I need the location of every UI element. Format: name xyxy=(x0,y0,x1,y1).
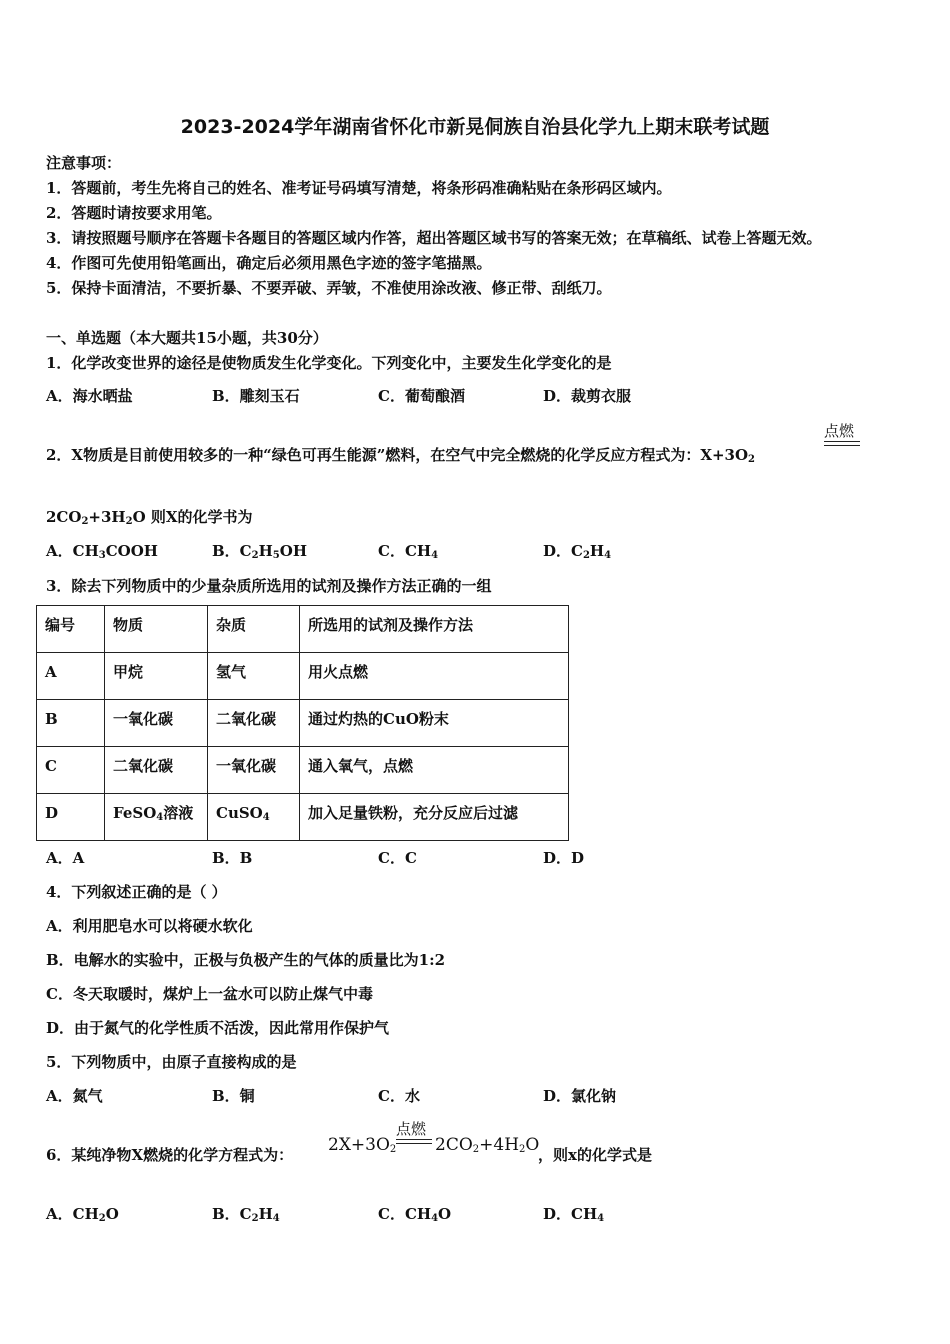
q3-option-d: D．D xyxy=(543,849,585,867)
q4-option-d: D．由于氮气的化学性质不活泼，因此常用作保护气 xyxy=(46,1019,390,1037)
table-cell: 用火点燃 xyxy=(300,653,569,700)
q1-option-a: A．海水晒盐 xyxy=(46,387,133,405)
q2-option-b: B．$C_2H_5OH$ xyxy=(212,542,307,561)
table-cell: D xyxy=(37,794,105,841)
q4-option-a: A．利用肥皂水可以将硬水软化 xyxy=(46,917,253,935)
q4-option-c: C．冬天取暖时，煤炉上一盆水可以防止煤气中毒 xyxy=(46,985,373,1003)
q6-option-a: A．$CH_2O$ xyxy=(46,1205,119,1224)
q1-option-d: D．裁剪衣服 xyxy=(543,387,632,405)
q3-option-a: A．A xyxy=(46,849,85,867)
table-cell: FeSO$_4$溶液 xyxy=(105,794,208,841)
q4-stem: 4．下列叙述正确的是（ ） xyxy=(46,883,227,901)
q3-option-c: C．C xyxy=(378,849,417,867)
q6-equation-right: $2CO_2+4H_2O$ xyxy=(435,1135,540,1155)
notice-item: 2．答题时请按要求用笔。 xyxy=(46,204,222,222)
notice-item: 4．作图可先使用铅笔画出，确定后必须用黑色字迹的签字笔描黑。 xyxy=(46,254,492,272)
q3-table xyxy=(36,605,569,841)
q2-reaction-condition: 点燃 xyxy=(824,422,855,440)
q2-stem-continued: $2CO_2+3H_2O$ 则X的化学书为 xyxy=(46,508,253,527)
section-heading: 一、单选题（本大题共15小题，共30分） xyxy=(46,329,328,347)
notice-item: 5．保持卡面清洁，不要折暴、不要弄破、弄皱，不准使用涂改液、修正带、刮纸刀。 xyxy=(46,279,612,297)
q1-option-b: B．雕刻玉石 xyxy=(212,387,300,405)
table-row xyxy=(37,653,569,700)
table-row xyxy=(37,794,569,841)
q5-option-b: B．铜 xyxy=(212,1087,255,1105)
table-cell: 通过灼热的CuO粉末 xyxy=(300,700,569,747)
table-cell: 一氧化碳 xyxy=(208,747,300,794)
table-header-cell: 所选用的试剂及操作方法 xyxy=(300,606,569,653)
q6-equals-sign xyxy=(396,1139,432,1144)
q5-option-c: C．水 xyxy=(378,1087,420,1105)
table-header-row xyxy=(37,606,569,653)
q5-option-a: A．氮气 xyxy=(46,1087,103,1105)
q6-stem-lead: 6．某纯净物X燃烧的化学方程式为： xyxy=(46,1146,294,1164)
q5-stem: 5．下列物质中，由原子直接构成的是 xyxy=(46,1053,297,1071)
q6-option-c: C．$CH_4O$ xyxy=(378,1205,452,1224)
q2-option-d: D．$C_2H_4$ xyxy=(543,542,612,561)
table-cell: 氢气 xyxy=(208,653,300,700)
notice-heading: 注意事项： xyxy=(46,154,122,172)
q2-option-c: C．$CH_4$ xyxy=(378,542,439,561)
q5-option-d: D．氯化钠 xyxy=(543,1087,617,1105)
table-cell: 甲烷 xyxy=(105,653,208,700)
q6-option-b: B．$C_2H_4$ xyxy=(212,1205,280,1224)
table-cell: CuSO$_4$ xyxy=(208,794,300,841)
q1-stem: 1．化学改变世界的途径是使物质发生化学变化。下列变化中，主要发生化学变化的是 xyxy=(46,354,612,372)
table-header-cell: 杂质 xyxy=(208,606,300,653)
q3-stem: 3．除去下列物质中的少量杂质所选用的试剂及操作方法正确的一组 xyxy=(46,577,492,595)
table-cell: B xyxy=(37,700,105,747)
page-title: 2023-2024学年湖南省怀化市新晃侗族自治县化学九上期末联考试题 xyxy=(180,116,770,138)
table-cell: 加入足量铁粉，充分反应后过滤 xyxy=(300,794,569,841)
table-cell: C xyxy=(37,747,105,794)
q2-equals-sign xyxy=(824,441,860,446)
table-cell: 一氧化碳 xyxy=(105,700,208,747)
table-header-cell: 编号 xyxy=(37,606,105,653)
q4-option-b: B．电解水的实验中，正极与负极产生的气体的质量比为1:2 xyxy=(46,951,446,969)
table-cell: 通入氧气，点燃 xyxy=(300,747,569,794)
q1-option-c: C．葡萄酿酒 xyxy=(378,387,465,405)
table-header-cell: 物质 xyxy=(105,606,208,653)
notice-item: 1．答题前，考生先将自己的姓名、准考证号码填写清楚，将条形码准确粘贴在条形码区域内。 xyxy=(46,179,672,197)
table-row xyxy=(37,700,569,747)
table-cell: 二氧化碳 xyxy=(208,700,300,747)
notice-item: 3．请按照题号顺序在答题卡各题目的答题区域内作答，超出答题区域书写的答案无效；在草稿纸、试卷上答题无效。 xyxy=(46,229,822,247)
q3-option-b: B．B xyxy=(212,849,253,867)
q6-option-d: D．$CH_4$ xyxy=(543,1205,605,1224)
q6-equation-left: $2X+3O_2$ xyxy=(328,1135,397,1155)
q6-stem-tail: ，则x的化学式是 xyxy=(538,1146,652,1164)
q2-option-a: A．$CH_3COOH$ xyxy=(46,542,158,561)
q6-reaction-condition: 点燃 xyxy=(396,1120,427,1138)
q2-stem: 2．X物质是目前使用较多的一种“绿色可再生能源”燃料，在空气中完全燃烧的化学反应方程式为：$X+3O_2$ xyxy=(46,446,756,465)
table-row xyxy=(37,747,569,794)
table-cell: A xyxy=(37,653,105,700)
table-cell: 二氧化碳 xyxy=(105,747,208,794)
